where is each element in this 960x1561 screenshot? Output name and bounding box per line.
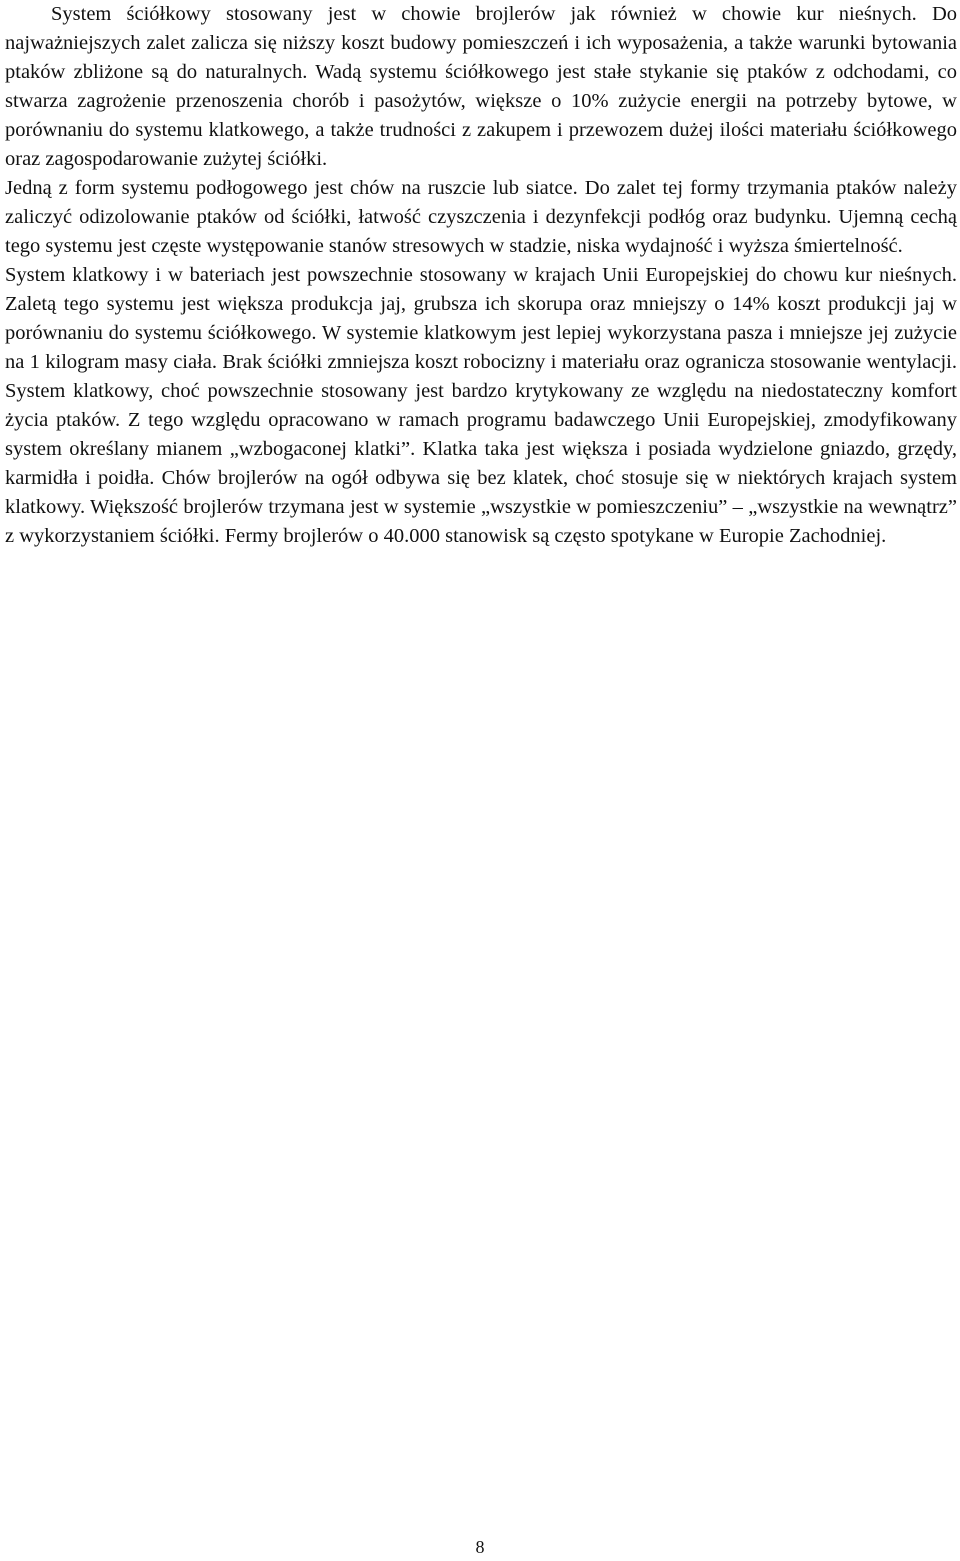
page-number: 8 — [475, 1537, 485, 1557]
document-body — [5, 0, 957, 551]
paragraph-cage-system: System klatkowy i w bateriach jest powszechnie stosowany w krajach Unii Europejskiej do chowu kur nieśnych. Zaletą tego systemu jest większa produkcja jaj, grubsza ich skorupa oraz mniejszy o 14% koszt produkcji jaj w porównaniu do systemu ściółkowego. W systemie klatkowym jest lepiej wykorzystana pasza i mniejsze jej zużycie na 1 kilogram masy ciała. Brak ściółki zmniejsza koszt robocizny i materiału oraz ogranicza stosowanie wentylacji. System klatkowy, choć powszechnie stosowany jest bardzo krytykowany ze względu na niedostateczny komfort życia ptaków. Z tego względu opracowano w ramach programu badawczego Unii Europejskiej, zmodyfikowany system określany mianem „wzbogaconej klatki”. Klatka taka jest większa i posiada wydzielone gniazdo, grzędy, karmidła i poidła. Chów brojlerów na ogół odbywa się bez klatek, choć stosuje się w niektórych krajach system klatkowy. Większość brojlerów trzymana jest w systemie „wszystkie w pomieszczeniu” – „wszystkie na wewnątrz” z wykorzystaniem ściółki. Fermy brojlerów o 40.000 stanowisk są często spotykane w Europie Zachodniej. — [5, 264, 957, 547]
paragraph-grate-system: Jedną z form systemu podłogowego jest chów na ruszcie lub siatce. Do zalet tej formy trzymania ptaków należy zaliczyć odizolowanie ptaków od ściółki, łatwość czyszczenia i dezynfekcji podłóg oraz budynku. Ujemną cechą tego systemu jest częste występowanie stanów stresowych w stadzie, niska wydajność i wyższa śmiertelność. — [5, 177, 957, 257]
paragraph-litter-system: System ściółkowy stosowany jest w chowie brojlerów jak również w chowie kur nieśnych. Do najważniejszych zalet zalicza się niższy koszt budowy pomieszczeń i ich wyposażenia, a także warunki bytowania ptaków zbliżone są do naturalnych. Wadą systemu ściółkowego jest stałe stykanie się ptaków z odchodami, co stwarza zagrożenie przenoszenia chorób i pasożytów, większe o 10% zużycie energii na potrzeby bytowe, w porównaniu do systemu klatkowego, a także trudności z zakupem i przewozem dużej ilości materiału ściółkowego oraz zagospodarowanie zużytej ściółki. — [5, 3, 957, 170]
